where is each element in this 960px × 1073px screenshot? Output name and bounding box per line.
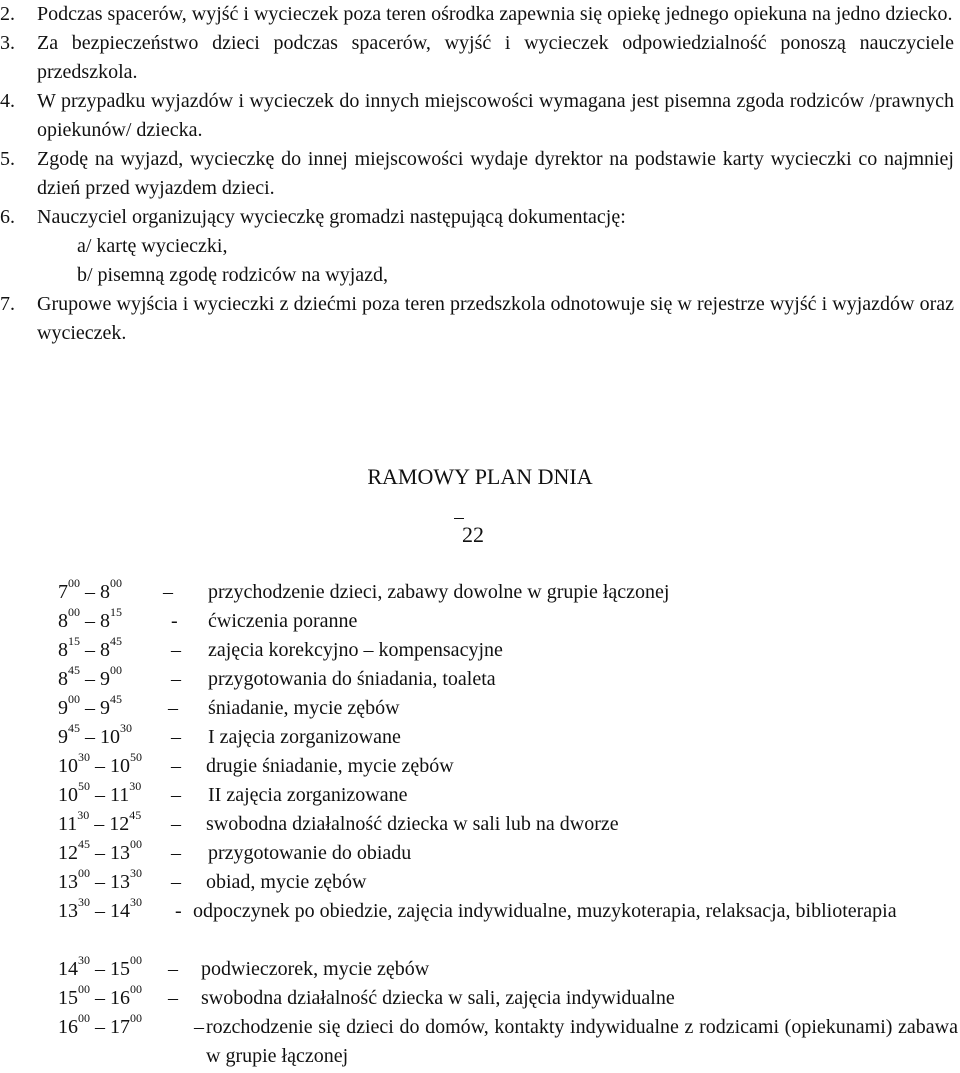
start-minutes: 30 <box>77 808 90 822</box>
start-hour: 8 <box>58 639 68 661</box>
end-minutes: 45 <box>110 634 122 648</box>
start-minutes: 00 <box>68 576 80 590</box>
start-hour: 11 <box>58 813 78 835</box>
page-number: 22 <box>462 522 484 547</box>
activity-separator: – <box>171 668 181 690</box>
activity-text: zajęcia korekcyjno – kompensacyjne <box>208 639 503 661</box>
activity-separator: – <box>163 581 173 603</box>
time-range <box>58 868 142 897</box>
range-dash: – <box>90 755 110 777</box>
end-minutes: 00 <box>130 982 142 996</box>
range-dash: – <box>90 1016 110 1038</box>
end-hour: 9 <box>100 668 110 690</box>
rule-text: W przypadku wyjazdów i wycieczek do innych miejscowości wymagana jest pisemna zgoda rodziców /prawnych opiekunów/ dziecka. <box>37 90 954 141</box>
start-minutes: 50 <box>78 779 90 793</box>
rule-item <box>0 29 960 87</box>
end-minutes: 00 <box>110 576 122 590</box>
schedule-row <box>58 955 958 984</box>
start-hour: 15 <box>58 987 78 1009</box>
end-hour: 12 <box>109 813 130 835</box>
schedule-row <box>58 839 958 868</box>
start-hour: 12 <box>58 842 78 864</box>
end-minutes: 00 <box>110 663 122 677</box>
activity-text: śniadanie, mycie zębów <box>208 697 400 719</box>
range-dash: – <box>90 842 110 864</box>
activity-separator: – <box>171 784 181 806</box>
time-range <box>58 636 122 665</box>
activity-text: II zajęcia zorganizowane <box>208 784 408 806</box>
activity-separator: – <box>168 958 178 980</box>
end-minutes: 30 <box>130 895 142 909</box>
activity-text: przygotowania do śniadania, toaleta <box>208 668 496 690</box>
schedule-row <box>58 607 958 636</box>
range-dash: – <box>90 987 110 1009</box>
start-minutes: 30 <box>78 895 90 909</box>
page-title: RAMOWY PLAN DNIA <box>367 464 593 489</box>
range-dash: – <box>80 726 100 748</box>
start-hour: 10 <box>58 784 78 806</box>
activity-text: drugie śniadanie, mycie zębów <box>206 755 454 777</box>
end-hour: 8 <box>100 581 110 603</box>
rule-number: 4. <box>0 90 15 112</box>
end-hour: 15 <box>110 958 130 980</box>
rule-subitem: b/ pisemną zgodę rodziców na wyjazd, <box>77 264 389 286</box>
start-hour: 8 <box>58 610 68 632</box>
time-range <box>58 752 142 781</box>
end-minutes: 00 <box>130 837 142 851</box>
schedule-row <box>58 868 958 897</box>
schedule-list <box>58 578 958 1071</box>
start-hour: 10 <box>58 755 78 777</box>
end-minutes: 30 <box>130 866 142 880</box>
schedule-row <box>58 578 958 607</box>
start-minutes: 45 <box>68 663 80 677</box>
end-minutes: 30 <box>120 721 132 735</box>
start-minutes: 00 <box>78 982 90 996</box>
schedule-row <box>58 723 958 752</box>
start-hour: 16 <box>58 1016 78 1038</box>
time-range <box>58 607 122 636</box>
start-minutes: 15 <box>68 634 80 648</box>
schedule-row <box>58 636 958 665</box>
rule-item <box>0 0 960 29</box>
activity-text: swobodna działalność dziecka w sali, zajęcia indywidualne <box>201 987 675 1009</box>
rule-text: Zgodę na wyjazd, wycieczkę do innej miejscowości wydaje dyrektor na podstawie karty wycieczki co najmniej dzień przed wyjazdem dzieci. <box>37 148 954 199</box>
time-range <box>58 781 141 810</box>
schedule-row <box>58 810 958 839</box>
time-range <box>58 897 142 926</box>
end-hour: 9 <box>100 697 110 719</box>
time-range <box>58 1013 142 1042</box>
range-dash: – <box>80 639 100 661</box>
rule-number: 6. <box>0 206 15 228</box>
end-minutes: 45 <box>129 808 142 822</box>
schedule-row <box>58 665 958 694</box>
range-dash: – <box>80 581 100 603</box>
start-hour: 13 <box>58 871 78 893</box>
start-minutes: 30 <box>78 953 90 967</box>
activity-separator: – <box>168 987 178 1009</box>
range-dash: – <box>90 900 110 922</box>
end-minutes: 00 <box>130 953 142 967</box>
start-minutes: 00 <box>78 1011 90 1025</box>
start-minutes: 00 <box>68 692 80 706</box>
activity-text: przychodzenie dzieci, zabawy dowolne w grupie łączonej <box>208 581 670 603</box>
schedule-row <box>58 694 958 723</box>
activity-text: swobodna działalność dziecka w sali lub na dworze <box>206 813 619 835</box>
rule-text: Grupowe wyjścia i wycieczki z dziećmi poza teren przedszkola odnotowuje się w rejestrze wyjść i wyjazdów oraz wycieczek. <box>37 293 954 344</box>
schedule-row <box>58 984 958 1013</box>
start-minutes: 45 <box>78 837 90 851</box>
activity-separator: – <box>171 755 181 777</box>
start-hour: 8 <box>58 668 68 690</box>
end-minutes: 45 <box>110 692 122 706</box>
time-range <box>58 955 142 984</box>
activity-text: przygotowanie do obiadu <box>208 842 412 864</box>
rule-number: 7. <box>0 293 15 315</box>
end-hour: 10 <box>110 755 130 777</box>
time-range <box>58 839 142 868</box>
rules-list <box>0 0 960 348</box>
activity-separator: – <box>171 726 181 748</box>
activity-separator: – <box>171 871 181 893</box>
activity-separator: - <box>171 610 178 632</box>
end-minutes: 30 <box>129 779 142 793</box>
range-dash: – <box>80 697 100 719</box>
end-hour: 17 <box>110 1016 130 1038</box>
rule-text: Nauczyciel organizujący wycieczkę gromadzi następującą dokumentację: <box>37 206 626 228</box>
rule-text: Podczas spacerów, wyjść i wycieczek poza teren ośrodka zapewnia się opiekę jednego opiekuna na jedno dziecko. <box>37 3 953 25</box>
rule-number: 3. <box>0 32 15 54</box>
rule-number: 2. <box>0 3 15 25</box>
end-minutes: 15 <box>110 605 122 619</box>
rule-text: Za bezpieczeństwo dzieci podczas spacerów, wyjść i wycieczek odpowiedzialność ponoszą nauczyciele przedszkola. <box>37 32 954 83</box>
activity-separator: - <box>175 900 182 922</box>
range-dash: – <box>80 668 100 690</box>
start-minutes: 00 <box>78 866 90 880</box>
activity-separator: – <box>168 697 178 719</box>
end-hour: 16 <box>110 987 130 1009</box>
range-dash: – <box>90 958 110 980</box>
start-hour: 13 <box>58 900 78 922</box>
start-hour: 9 <box>58 697 68 719</box>
start-hour: 9 <box>58 726 68 748</box>
rule-item <box>0 145 960 203</box>
rule-subitem: a/ kartę wycieczki, <box>77 235 228 257</box>
range-dash: – <box>80 610 100 632</box>
rule-number: 5. <box>0 148 15 170</box>
end-hour: 8 <box>100 639 110 661</box>
range-dash: – <box>90 871 110 893</box>
time-range <box>58 810 141 839</box>
start-minutes: 45 <box>68 721 80 735</box>
activity-text: rozchodzenie się dzieci do domów, kontakty indywidualne z rodzicami (opiekunami) zabawa w grupie łączonej <box>206 1016 958 1067</box>
activity-separator: – <box>171 639 181 661</box>
end-hour: 8 <box>100 610 110 632</box>
time-range <box>58 984 142 1013</box>
end-hour: 13 <box>110 871 130 893</box>
schedule-row <box>58 781 958 810</box>
time-range <box>58 578 122 607</box>
range-dash: – <box>90 784 110 806</box>
start-minutes: 30 <box>78 750 90 764</box>
end-hour: 11 <box>110 784 130 806</box>
range-dash: – <box>89 813 110 835</box>
activity-text: obiad, mycie zębów <box>206 871 367 893</box>
time-range <box>58 694 122 723</box>
activity-separator: – <box>171 842 181 864</box>
start-minutes: 00 <box>68 605 80 619</box>
activity-separator: – <box>194 1016 204 1038</box>
schedule-row <box>58 897 958 955</box>
end-hour: 13 <box>110 842 130 864</box>
activity-text: I zajęcia zorganizowane <box>208 726 401 748</box>
activity-text: odpoczynek po obiedzie, zajęcia indywidualne, muzykoterapia, relaksacja, biblioterapia <box>193 900 897 922</box>
start-hour: 7 <box>58 581 68 603</box>
schedule-row <box>58 1013 958 1071</box>
schedule-row <box>58 752 958 781</box>
time-range <box>58 723 132 752</box>
rule-item <box>0 203 960 290</box>
rule-item <box>0 87 960 145</box>
end-minutes: 00 <box>130 1011 142 1025</box>
start-hour: 14 <box>58 958 78 980</box>
end-hour: 10 <box>100 726 120 748</box>
end-minutes: 50 <box>130 750 142 764</box>
activity-text: ćwiczenia poranne <box>208 610 358 632</box>
activity-text: podwieczorek, mycie zębów <box>201 958 430 980</box>
activity-separator: – <box>171 813 181 835</box>
time-range <box>58 665 122 694</box>
end-hour: 14 <box>110 900 130 922</box>
rule-item <box>0 290 960 348</box>
